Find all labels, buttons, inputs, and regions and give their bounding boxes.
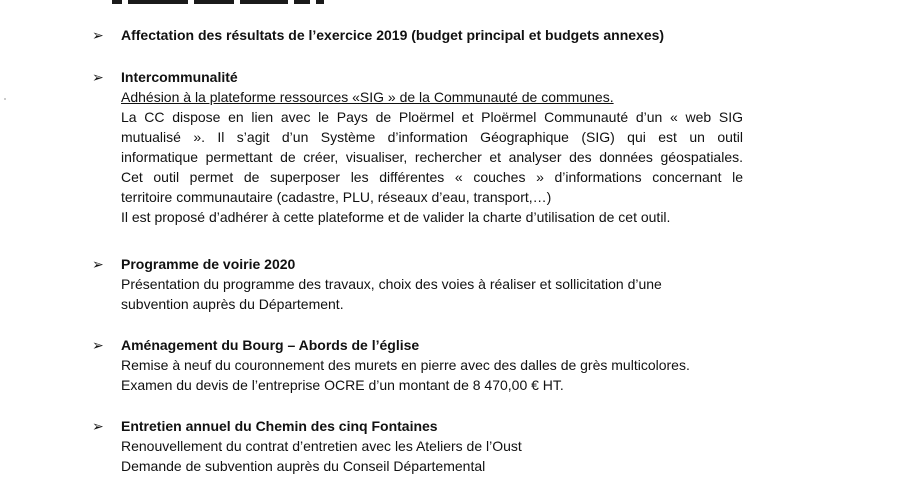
item-paragraph-line: subvention auprès du Département. <box>121 296 344 312</box>
item-paragraph-line: Il est proposé d’adhérer à cette plateforme et de valider la charte d’utilisation de cet outil. <box>121 209 671 225</box>
item-heading: Intercommunalité <box>121 69 238 85</box>
item-paragraph-line: Remise à neuf du couronnement des murets en pierre avec des dalles de grès multicolores. <box>121 357 690 373</box>
item-paragraph-line: Cet outil permet de superposer les différentes « couches » d’informations concernant le <box>121 169 743 185</box>
arrow-bullet-icon: ➢ <box>92 69 104 85</box>
item-heading: Affectation des résultats de l’exercice 2019 (budget principal et budgets annexes) <box>121 27 665 43</box>
item-heading: Entretien annuel du Chemin des cinq Fontaines <box>121 418 438 434</box>
item-paragraph-line: informatique permettant de créer, visualiser, rechercher et analyser des données géospatiales. <box>121 149 743 165</box>
item-paragraph-line: Demande de subvention auprès du Conseil Départemental <box>121 458 486 474</box>
item-paragraph-line: La CC dispose en lien avec le Pays de Ploërmel et Ploërmel Communauté d’un « web SIG <box>121 109 743 125</box>
item-paragraph-line: mutualisé ». Il s’agit d’un Système d’information Géographique (SIG) qui est un outil <box>121 129 743 145</box>
item-paragraph-line: Présentation du programme des travaux, choix des voies à réaliser et sollicitation d’une <box>121 276 662 292</box>
arrow-bullet-icon: ➢ <box>92 418 104 434</box>
arrow-bullet-icon: ➢ <box>92 337 104 353</box>
item-paragraph-line: territoire communautaire (cadastre, PLU, réseaux d’eau, transport,…) <box>121 189 552 205</box>
cropped-top-text <box>112 0 332 4</box>
item-heading: Aménagement du Bourg – Abords de l’église <box>121 337 420 353</box>
arrow-bullet-icon: ➢ <box>92 27 104 43</box>
item-paragraph-line: Renouvellement du contrat d’entretien avec les Ateliers de l’Oust <box>121 438 522 454</box>
item-subheading: Adhésion à la plateforme ressources «SIG » de la Communauté de communes. <box>121 89 614 105</box>
arrow-bullet-icon: ➢ <box>92 256 104 272</box>
scan-artifact <box>4 98 6 100</box>
item-paragraph-line: Examen du devis de l’entreprise OCRE d’un montant de 8 470,00 € HT. <box>121 377 564 393</box>
item-heading: Programme de voirie 2020 <box>121 256 296 272</box>
